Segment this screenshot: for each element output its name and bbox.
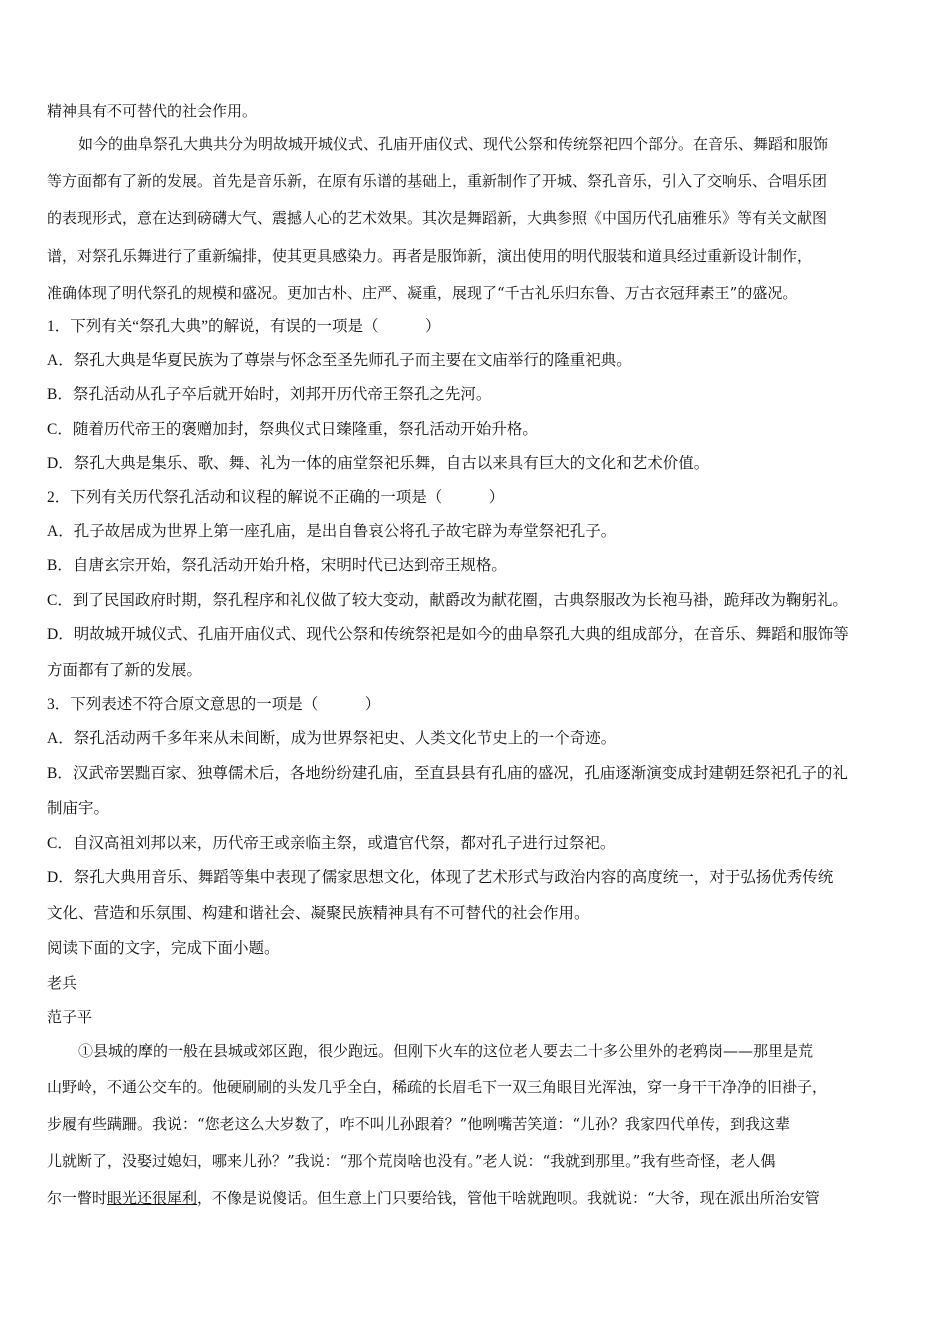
question-3-option-d-cont: 文化、营造和乐氛围、构建和谐社会、凝聚民族精神具有不可替代的社会作用。 <box>47 905 590 922</box>
underlined-phrase: 眼光还很犀利 <box>107 1189 198 1207</box>
question-1-option-b: B．祭孔活动从孔子卒后就开始时，刘邦开历代帝王祭孔之先河。 <box>47 386 492 403</box>
passage-line: 精神具有不可替代的社会作用。 <box>47 102 258 120</box>
question-2-option-d-cont: 方面都有了新的发展。 <box>47 662 203 679</box>
article-title: 老兵 <box>47 974 78 992</box>
article-line: 山野岭，不通公交车的。他硬刷刷的头发几乎全白，稀疏的长眉毛下一双三角眼目光浑浊，穿一身干干净净的旧褂子， <box>47 1078 828 1096</box>
passage-paragraph-start: 如今的曲阜祭孔大典共分为明故城开城仪式、孔庙开庙仪式、现代公祭和传统祭祀四个部分。在音乐、舞蹈和服饰 <box>78 135 829 153</box>
question-3-option-b: B．汉武帝罢黜百家、独尊儒术后，各地纷纷建孔庙，至直县县有孔庙的盛况，孔庙逐渐演变成封建朝廷祭祀孔子的礼 <box>47 765 848 782</box>
question-2-option-c: C．到了民国政府时期，祭孔程序和礼仪做了较大变动，献爵改为献花圈，古典祭服改为长袍马褂，跪拜改为鞠躬礼。 <box>47 592 848 609</box>
question-1-option-a: A．祭孔大典是华夏民族为了尊崇与怀念至圣先师孔子而主要在文庙举行的隆重祀典。 <box>47 352 632 369</box>
question-2-option-b: B．自唐玄宗开始，祭孔活动开始升格，宋明时代已达到帝王规格。 <box>47 557 507 574</box>
article-line: 儿就断了，没娶过媳妇，哪来儿孙？”我说：“那个荒岗啥也没有。”老人说：“我就到那里。”我有些奇怪，老人偶 <box>47 1152 776 1170</box>
question-1-option-c: C．随着历代帝王的褒赠加封，祭典仪式日臻隆重，祭孔活动开始升格。 <box>47 421 538 438</box>
question-3-option-b-cont: 制庙宇。 <box>47 800 110 817</box>
question-1-option-d: D．祭孔大典是集乐、歌、舞、礼为一体的庙堂祭祀乐舞，自古以来具有巨大的文化和艺术价值。 <box>47 455 710 472</box>
passage-line: 谱，对祭孔乐舞进行了重新编排，使其更具感染力。再者是服饰新，演出使用的明代服装和道具经过重新设计制作， <box>47 247 813 265</box>
article-paragraph-start: ①县城的摩的一般在县城或郊区跑，很少跑远。但刚下火车的这位老人要去二十多公里外的老鸦岗——那里是荒 <box>78 1042 814 1060</box>
passage-line: 等方面都有了新的发展。首先是音乐新，在原有乐谱的基础上，重新制作了开城、祭孔音乐，引入了交响乐、合唱乐团 <box>47 172 828 190</box>
question-3-option-c: C．自汉高祖刘邦以来，历代帝王或亲临主祭，或遣官代祭，都对孔子进行过祭祀。 <box>47 835 616 852</box>
reading-instruction: 阅读下面的文字，完成下面小题。 <box>47 940 280 957</box>
question-3-option-a: A．祭孔活动两千多年来从未间断，成为世界祭祀史、人类文化节史上的一个奇迹。 <box>47 730 617 747</box>
question-2-option-d: D．明故城开城仪式、孔庙开庙仪式、现代公祭和传统祭祀是如今的曲阜祭孔大典的组成部分，在音乐、舞蹈和服饰等 <box>47 626 849 643</box>
question-3-option-d: D．祭孔大典用音乐、舞蹈等集中表现了儒家思想文化，体现了艺术形式与政治内容的高度统一，对于弘扬优秀传统 <box>47 869 834 886</box>
article-text: 尔一瞥时 <box>47 1189 108 1207</box>
question-3-stem: 3．下列表述不符合原文意思的一项是（ ） <box>47 696 381 713</box>
article-text: ，不像是说傻话。但生意上门只要给钱，管他干啥就跑呗。我就说：“大爷，现在派出所治安管 <box>197 1189 820 1207</box>
question-1-stem: 1．下列有关“祭孔大典”的解说，有误的一项是（ ） <box>47 318 441 335</box>
passage-line: 的表现形式，意在达到磅礴大气、震撼人心的艺术效果。其次是舞蹈新，大典参照《中国历代孔庙雅乐》等有关文献图 <box>47 209 828 227</box>
passage-line: 准确体现了明代祭孔的规模和盛况。更加古朴、庄严、凝重，展现了“千古礼乐归东鲁、万古衣冠拜素王”的盛况。 <box>47 284 798 302</box>
question-2-option-a: A．孔子故居成为世界上第一座孔庙，是出自鲁哀公将孔子故宅辟为寿堂祭祀孔子。 <box>47 523 617 540</box>
question-2-stem: 2．下列有关历代祭孔活动和议程的解说不正确的一项是（ ） <box>47 489 505 506</box>
article-line: 步履有些蹒跚。我说：“您老这么大岁数了，咋不叫儿孙跟着？”他咧嘴苦笑道：“儿孙？我家四代单传，到我这辈 <box>47 1115 791 1133</box>
article-author: 范子平 <box>47 1008 93 1026</box>
article-line-with-underline <box>47 1188 907 1208</box>
